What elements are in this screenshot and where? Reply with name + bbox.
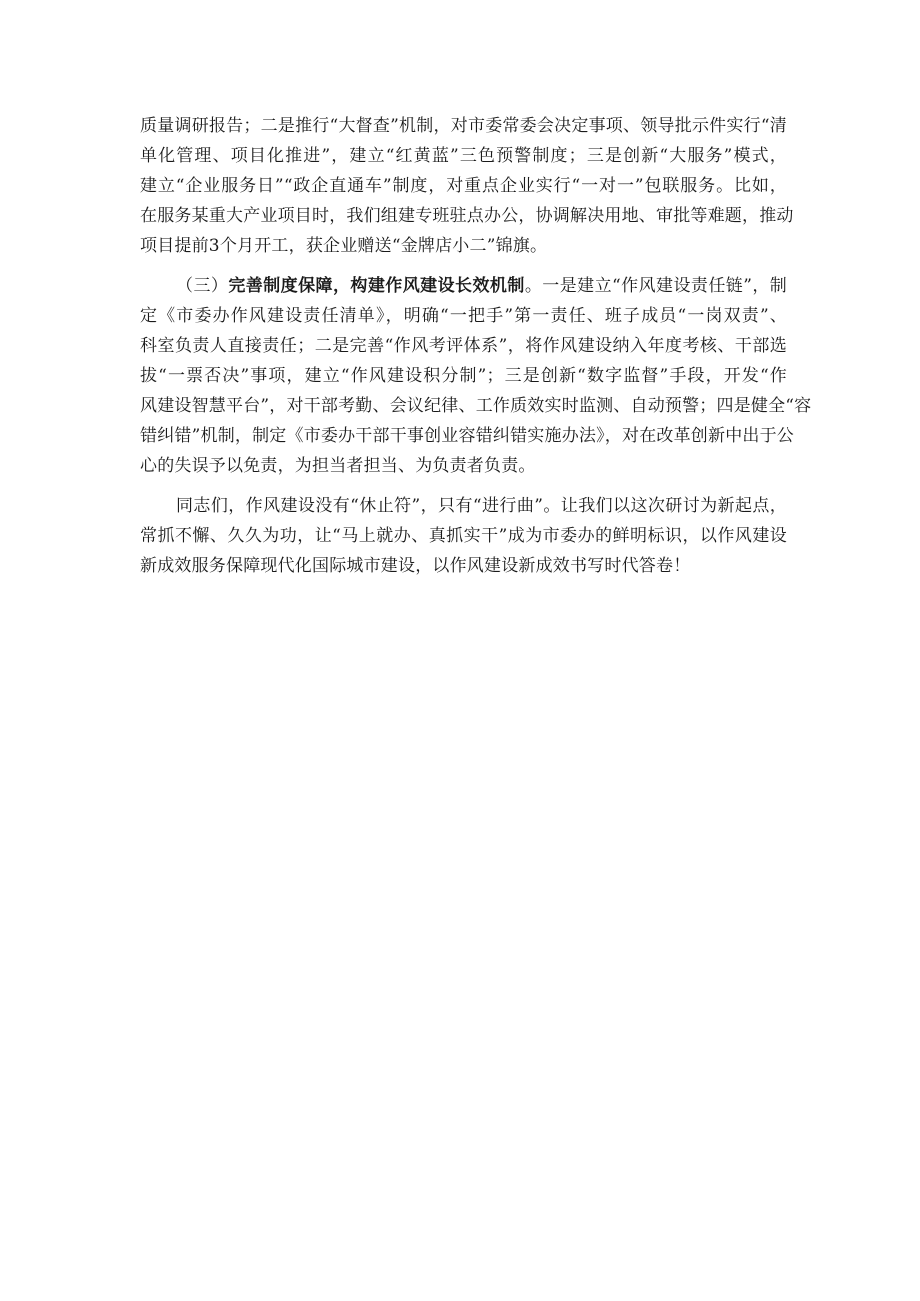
paragraph-1	[140, 111, 794, 261]
text-line: 项目提前3个月开工，获企业赠送“金牌店小二”锦旗。	[140, 236, 548, 256]
text-line: 新成效服务保障现代化国际城市建设，以作风建设新成效书写时代答卷！	[140, 556, 691, 576]
text-line: 拔“一票否决”事项，建立“作风建设积分制”；三是创新“数字监督”手段，开发“作	[140, 366, 787, 386]
paragraph-3	[140, 491, 787, 581]
text-line: 同志们，作风建设没有“休止符”，只有“进行曲”。让我们以这次研讨为新起点，	[176, 496, 787, 516]
paragraph-2	[140, 271, 812, 481]
text-line: 风建设智慧平台”，对干部考勤、会议纪律、工作质效实时监测、自动预警；四是健全“容	[140, 396, 812, 416]
text-line: 心的失误予以免责，为担当者担当、为负责者负责。	[140, 456, 536, 476]
text-line: 质量调研报告；二是推行“大督查”机制，对市委常委会决定事项、领导批示件实行“清	[140, 116, 787, 136]
text-line: 单化管理、项目化推进”，建立“红黄蓝”三色预警制度；三是创新“大服务”模式，	[140, 146, 787, 166]
section-number: （三）	[176, 276, 229, 296]
text-line: 科室负责人直接责任；二是完善“作风考评体系”，将作风建设纳入年度考核、干部选	[140, 336, 787, 356]
text-line: 定《市委办作风建设责任清单》，明确“一把手”第一责任、班子成员“一岗双责”、	[140, 306, 787, 326]
document-page	[140, 111, 812, 581]
text-run: 。一是建立“作风建设责任链”，制	[524, 276, 787, 296]
section-heading: 完善制度保障，构建作风建设长效机制	[228, 276, 525, 296]
text-line: 错纠错”机制，制定《市委办干部干事创业容错纠错实施办法》，对在改革创新中出于公	[140, 426, 794, 446]
text-line: 常抓不懈、久久为功，让“马上就办、真抓实干”成为市委办的鲜明标识，以作风建设	[140, 526, 787, 546]
section-heading-line	[140, 271, 787, 301]
text-line: 在服务某重大产业项目时，我们组建专班驻点办公，协调解决用地、审批等难题，推动	[140, 206, 794, 226]
text-line: 建立“企业服务日”“政企直通车”制度，对重点企业实行“一对一”包联服务。比如，	[140, 176, 787, 196]
